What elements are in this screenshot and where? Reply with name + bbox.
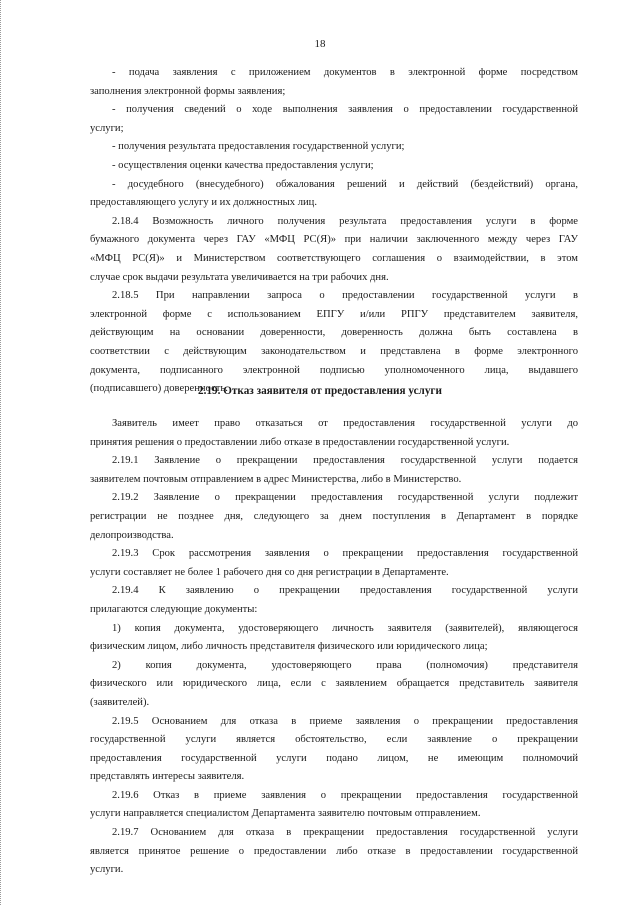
text-line: 2.18.5 При направлении запроса о предоставлении государственной услуги в xyxy=(112,290,578,302)
text-line: регистрации не позднее дня, следующего за днем поступления в Департамент в порядке xyxy=(90,510,578,522)
text-line: услуги составляет не более 1 рабочего дня со дня регистрации в Департаменте. xyxy=(90,566,449,578)
text-line: делопроизводства. xyxy=(90,529,174,541)
text-line: (заявителей). xyxy=(90,696,150,708)
text-line: предоставляющего услугу и их должностных лиц. xyxy=(90,197,317,209)
text-line: бумажного документа через ГАУ «МФЦ РС(Я)» при наличии заключенного между через ГАУ xyxy=(90,234,578,246)
text-line: соответствии с действующим законодательством и представлена в форме электронного xyxy=(90,345,578,357)
bottom-text-block xyxy=(90,415,578,880)
text-line: физическим лицом, либо личность представителя физического или юридического лица; xyxy=(90,641,488,653)
text-line: 2.19.5 Основанием для отказа в приеме заявления о прекращении предоставления xyxy=(112,715,578,727)
top-text-block xyxy=(90,64,578,399)
text-line: Заявитель имеет право отказаться от предоставления государственной услуги до xyxy=(112,418,578,429)
text-line: 2.19.6 Отказ в приеме заявления о прекращении предоставления государственной xyxy=(112,789,578,801)
text-line: - получения результата предоставления государственной услуги; xyxy=(112,141,405,153)
text-line: 2.19.3 Срок рассмотрения заявления о прекращении предоставления государственной xyxy=(112,548,578,560)
text-line: - получения сведений о ходе выполнения заявления о предоставлении государственной xyxy=(112,104,578,116)
text-line: заполнения электронной формы заявления; xyxy=(90,85,286,97)
text-line: действующим на основании доверенности, доверенность должна быть составлена в xyxy=(90,327,578,339)
scan-edge xyxy=(0,0,5,905)
text-line: - подача заявления с приложением документов в электронной форме посредством xyxy=(112,67,578,78)
text-line: (подписавшего) доверенность. xyxy=(90,383,228,395)
text-line: 2) копия документа, удостоверяющего права (полномочия) представителя xyxy=(112,659,578,671)
text-line: является принятое решение о предоставлении либо отказе в предоставлении государственной xyxy=(90,845,578,857)
text-line: представлять интересы заявителя. xyxy=(90,771,245,783)
text-line: предоставления государственной услуги подано лицом, не имеющим полномочий xyxy=(90,752,578,764)
text-line: «МФЦ РС(Я)» и Министерством соответствующего соглашения о взаимодействии, в этом xyxy=(90,252,578,264)
text-line: 2.19.4 К заявлению о прекращении предоставления государственной услуги xyxy=(112,585,578,597)
text-line: - осуществления оценки качества предоставления услуги; xyxy=(112,159,374,171)
text-line: государственной услуги является обстоятельство, если заявление о прекращении xyxy=(90,734,578,746)
text-line: 2.19.2 Заявление о прекращении предоставления государственной услуги подлежит xyxy=(112,492,578,504)
text-line: случае срок выдачи результата увеличивается на три рабочих дня. xyxy=(90,271,389,283)
text-line: - досудебного (внесудебного) обжалования решений и действий (бездействий) органа, xyxy=(112,178,578,190)
text-line: 2.19.1 Заявление о прекращении предоставления государственной услуги подается xyxy=(112,455,578,467)
section-title: 2.19. Отказ заявителя от предоставления услуги xyxy=(198,385,442,397)
text-line: прилагаются следующие документы: xyxy=(90,603,258,615)
page-number: 18 xyxy=(314,38,326,50)
text-line: 1) копия документа, удостоверяющего личность заявителя (заявителей), являющегося xyxy=(112,622,578,634)
text-line: услуги; xyxy=(90,122,124,134)
text-line: электронной форме с использованием ЕПГУ и/или РПГУ представителем заявителя, xyxy=(90,308,578,320)
text-line: услуги направляется специалистом Департамента заявителю почтовым отправлением. xyxy=(90,808,481,820)
text-line: 2.18.4 Возможность личного получения результата предоставления услуги в форме xyxy=(112,215,578,227)
text-line: 2.19.7 Основанием для отказа в прекращении предоставления государственной услуги xyxy=(112,827,578,839)
text-line: услуги. xyxy=(90,864,124,876)
text-line: физического или юридического лица, если с заявлением обращается представитель заявителя xyxy=(90,678,578,690)
text-line: документа, подписанного электронной подписью уполномоченного лица, выдавшего xyxy=(90,364,578,376)
text-line: принятия решения о предоставлении либо отказе в предоставлении государственной услуги. xyxy=(90,436,510,448)
text-line: заявителем почтовым отправлением в адрес Министерства, либо в Министерство. xyxy=(90,473,462,485)
